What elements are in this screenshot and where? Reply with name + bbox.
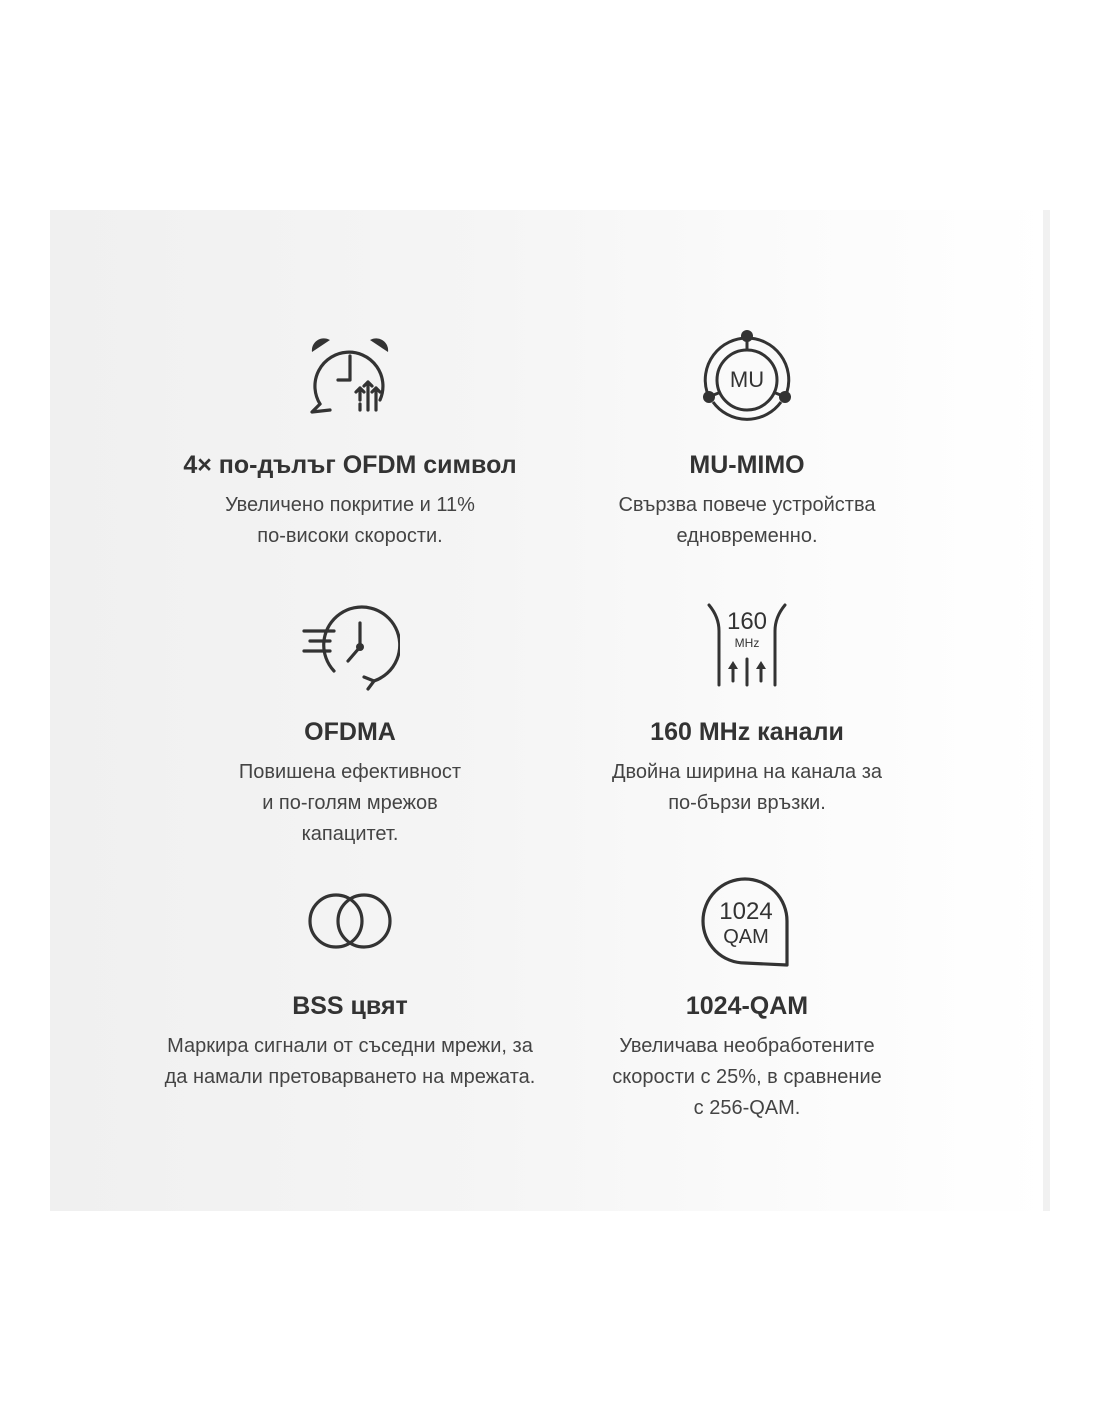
feature-160mhz xyxy=(537,597,957,819)
svg-text:MHz: MHz xyxy=(734,636,760,650)
feature-description: Повишена ефективност и по-голям мрежов капацитет. xyxy=(238,761,462,845)
speed-clock-icon xyxy=(300,597,400,697)
svg-text:1024: 1024 xyxy=(719,898,773,925)
feature-mu-mimo xyxy=(537,330,957,552)
svg-text:MU: MU xyxy=(729,367,765,392)
overlapping-circles-icon xyxy=(300,871,400,971)
feature-description: Увеличено покритие и 11% по-високи скорости. xyxy=(225,494,475,547)
feature-description: Маркира сигнали от съседни мрежи, за да намали претоварването на мрежата. xyxy=(164,1035,536,1088)
feature-description: Двойна ширина на канала за по-бързи връзки. xyxy=(611,761,883,814)
svg-text:QAM: QAM xyxy=(723,926,769,948)
feature-bss-color xyxy=(140,871,560,1093)
feature-description: Свързва повече устройства едновременно. xyxy=(618,494,876,547)
qam-bubble-icon xyxy=(697,871,797,971)
panel-edge xyxy=(1043,210,1050,1211)
feature-title: 1024-QAM xyxy=(685,992,809,1020)
alarm-clock-arrows-icon xyxy=(300,330,400,430)
feature-title: MU-MIMO xyxy=(689,451,805,479)
feature-title: 4× по-дълъг OFDM символ xyxy=(183,451,517,479)
mu-mimo-icon xyxy=(697,330,797,430)
feature-title: BSS цвят xyxy=(292,992,408,1020)
feature-title: OFDMA xyxy=(304,718,396,746)
feature-1024qam xyxy=(537,871,957,1124)
feature-title: 160 MHz канали xyxy=(650,718,844,746)
feature-ofdm-symbol xyxy=(140,330,560,552)
feature-description: Увеличава необработените скорости с 25%, в сравнение с 256-QAM. xyxy=(612,1035,882,1119)
svg-text:160: 160 xyxy=(726,608,768,635)
channel-160mhz-icon xyxy=(697,597,797,697)
feature-ofdma xyxy=(140,597,560,850)
